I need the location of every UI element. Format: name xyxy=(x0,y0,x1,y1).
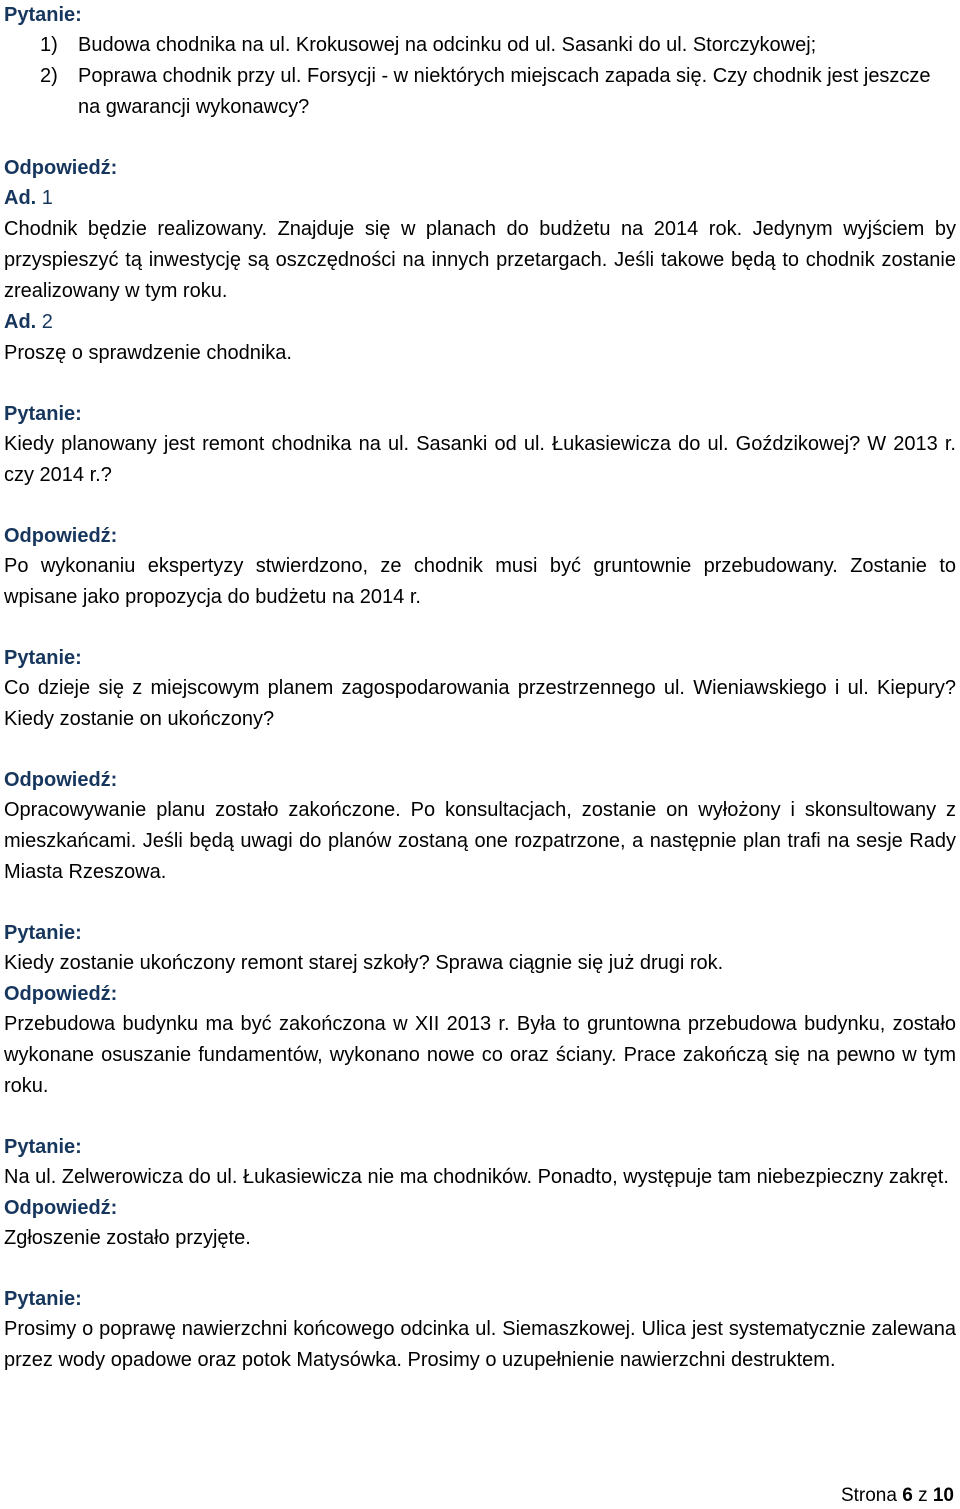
ad-number: 2 xyxy=(41,311,53,333)
answer-text: Chodnik będzie realizowany. Znajduje się w planach do budżetu na 2014 rok. Jedynym wyjściem by przyspieszyć tą inwestycję są oszczędności na innych przetargach. Jeśli takowe będą to chodnik zostanie zrealizowany w tym roku. xyxy=(4,218,956,302)
list-item-number: 2) xyxy=(40,65,58,87)
page-number-footer xyxy=(841,1484,954,1508)
qa-block-6 xyxy=(4,1284,956,1376)
list-item xyxy=(4,30,956,61)
answer-text: Po wykonaniu ekspertyzy stwierdzono, ze chodnik musi być gruntownie przebudowany. Zostanie to wpisane jako propozycja do budżetu na 2014 r. xyxy=(4,555,956,608)
footer-separator: z xyxy=(918,1485,928,1506)
list-item-text: Poprawa chodnik przy ul. Forsycji - w niektórych miejscach zapada się. Czy chodnik jest jeszcze na gwarancji wykonawcy? xyxy=(78,65,931,118)
qa-block-4 xyxy=(4,918,956,1102)
answer-label: Odpowiedź: xyxy=(4,525,118,547)
answer-label: Odpowiedź: xyxy=(4,769,118,791)
question-text: Prosimy o poprawę nawierzchni końcowego odcinka ul. Siemaszkowej. Ulica jest systematycznie zalewana przez wody opadowe oraz potok Matysówka. Prosimy o uzupełnienie nawierzchni destruktem. xyxy=(4,1318,956,1371)
ad-label: Ad. xyxy=(4,187,37,209)
list-item-number: 1) xyxy=(40,34,58,56)
ad-1-heading xyxy=(4,183,956,214)
list-item-text: Budowa chodnika na ul. Krokusowej na odcinku od ul. Sasanki do ul. Storczykowej; xyxy=(78,34,817,56)
footer-total-pages: 10 xyxy=(932,1485,954,1506)
question-label: Pytanie: xyxy=(4,922,82,944)
list-item xyxy=(4,61,956,123)
footer-prefix: Strona xyxy=(840,1485,897,1506)
question-text: Na ul. Zelwerowicza do ul. Łukasiewicza nie ma chodników. Ponadto, występuje tam niebezpieczny zakręt. xyxy=(4,1166,949,1188)
answer-label: Odpowiedź: xyxy=(4,983,118,1005)
question-label: Pytanie: xyxy=(4,403,82,425)
footer-current-page: 6 xyxy=(902,1485,913,1506)
ad-label: Ad. xyxy=(4,311,37,333)
qa-block-1 xyxy=(4,0,956,369)
answer-label: Odpowiedź: xyxy=(4,1197,118,1219)
question-label: Pytanie: xyxy=(4,1288,82,1310)
question-label: Pytanie: xyxy=(4,647,82,669)
answer-label: Odpowiedź: xyxy=(4,157,118,179)
question-label: Pytanie: xyxy=(4,1136,82,1158)
question-text: Kiedy zostanie ukończony remont starej szkoły? Sprawa ciągnie się już drugi rok. xyxy=(4,952,724,974)
question-text: Co dzieje się z miejscowym planem zagospodarowania przestrzennego ul. Wieniawskiego i ul. Kiepury? Kiedy zostanie on ukończony? xyxy=(4,677,956,730)
answer-text: Zgłoszenie zostało przyjęte. xyxy=(4,1227,251,1249)
answer-text: Opracowywanie planu zostało zakończone. Po konsultacjach, zostanie on wyłożony i skonsultowany z mieszkańcami. Jeśli będą uwagi do planów zostaną one rozpatrzone, a następnie plan trafi na sesje Rady Miasta Rzeszowa. xyxy=(4,799,956,883)
qa-block-2 xyxy=(4,399,956,613)
question-label: Pytanie: xyxy=(4,4,82,26)
answer-text: Przebudowa budynku ma być zakończona w XII 2013 r. Była to gruntowna przebudowa budynku, zostało wykonane osuszanie fundamentów, wykonano nowe co oraz ściany. Prace zakończą się na pewno w tym roku. xyxy=(4,1013,956,1097)
answer-text: Proszę o sprawdzenie chodnika. xyxy=(4,342,292,364)
ad-2-heading xyxy=(4,307,956,338)
ad-number: 1 xyxy=(41,187,53,209)
document-page xyxy=(4,0,956,1376)
question-list xyxy=(4,30,956,123)
qa-block-5 xyxy=(4,1132,956,1254)
question-text: Kiedy planowany jest remont chodnika na ul. Sasanki od ul. Łukasiewicza do ul. Goździkowej? W 2013 r. czy 2014 r.? xyxy=(4,433,956,486)
qa-block-3 xyxy=(4,643,956,888)
